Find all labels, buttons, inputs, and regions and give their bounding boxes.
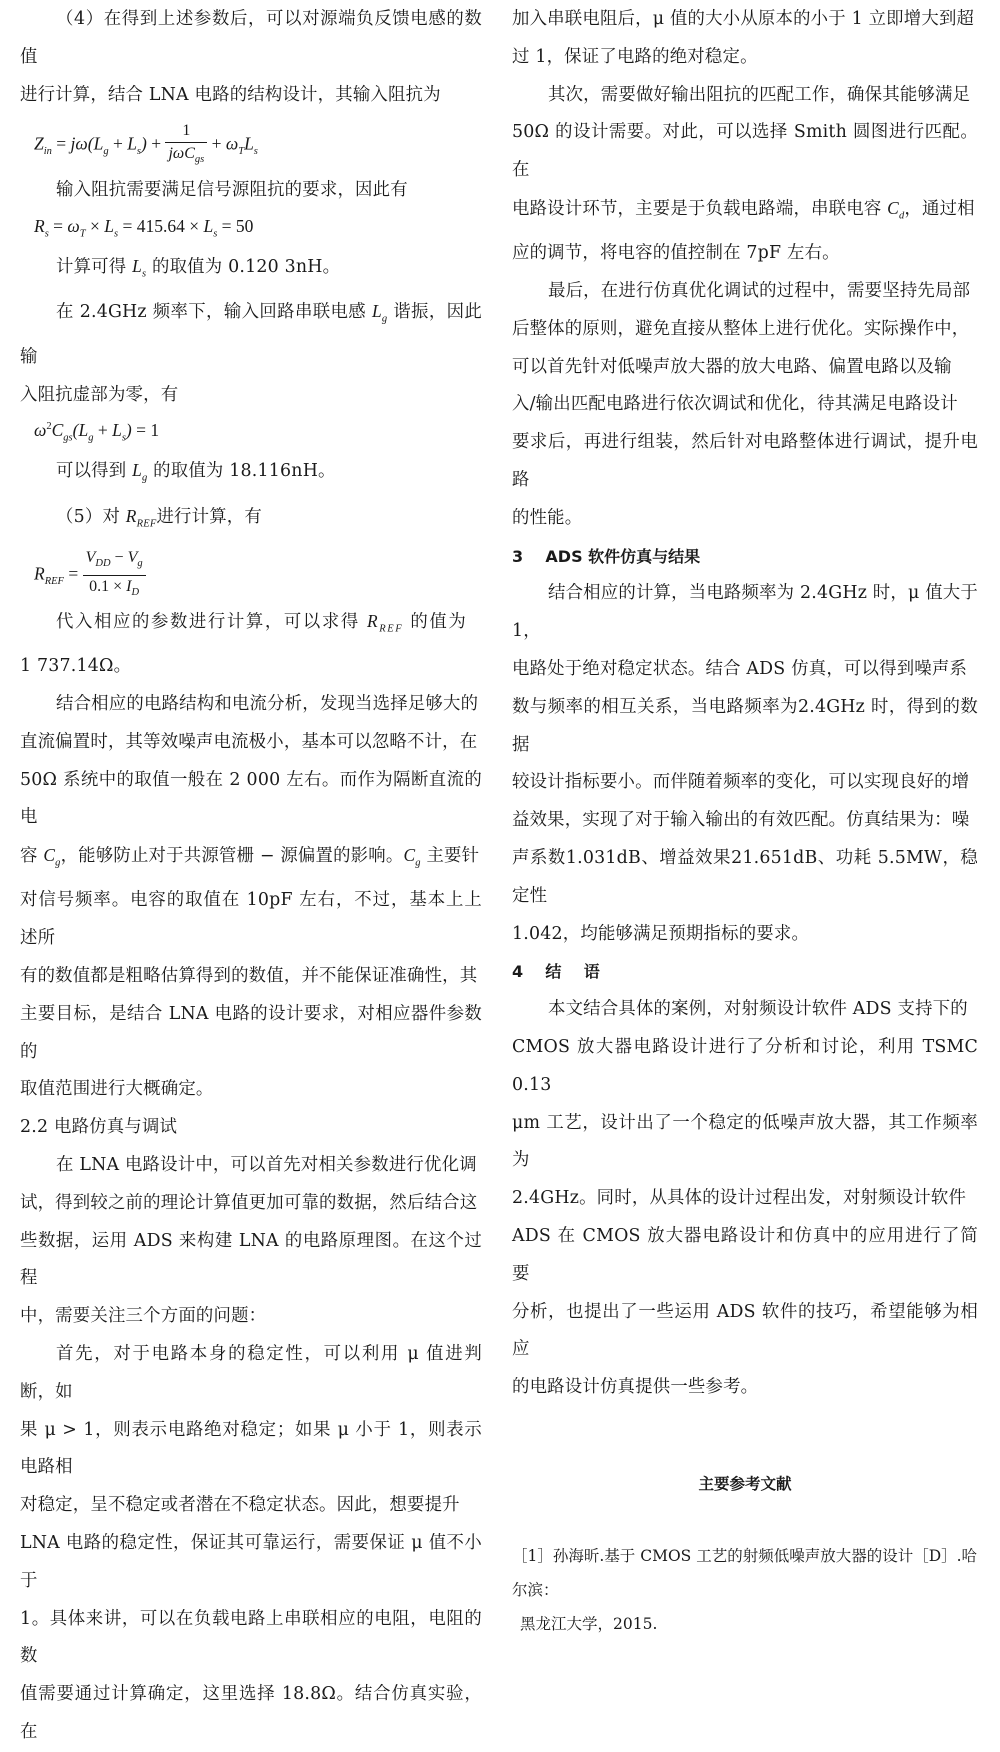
paragraph: 试，得到较之前的理论计算值更加可靠的数据，然后结合这 [20, 1192, 478, 1213]
paragraph: ADS 在 CMOS 放大器电路设计和仿真中的应用进行了简要 [512, 1225, 978, 1284]
paragraph: 过 1，保证了电路的绝对稳定。 [512, 46, 758, 67]
paragraph: 可以首先针对低噪声放大器的放大电路、偏置电路以及输 [512, 356, 952, 377]
paragraph: 应的调节，将电容的值控制在 7pF 左右。 [512, 243, 840, 264]
paragraph: （5）对 $R_{REF}$进行计算，有 [56, 505, 262, 530]
paragraph: 结合相应的电路结构和电流分析，发现当选择足够大的 [56, 693, 479, 714]
paragraph: 取值范围进行大概确定。 [20, 1079, 214, 1100]
section-heading: 2.2 电路仿真与调试 [20, 1117, 178, 1138]
paragraph: 2.4GHz。同时，从具体的设计过程出发，对射频设计软件 [512, 1188, 967, 1209]
paragraph: 输入阻抗需要满足信号源阻抗的要求，因此有 [56, 180, 408, 201]
paragraph: 入/输出匹配电路进行依次调试和优化，待其满足电路设计 [512, 394, 958, 415]
paragraph: 可以得到 $L_g$ 的取值为 18.116nH。 [56, 460, 336, 484]
paragraph: 入阻抗虚部为零，有 [20, 384, 179, 405]
paragraph: 1.042，均能够满足预期指标的要求。 [512, 923, 810, 944]
section-heading: 4 结 语 [512, 962, 600, 982]
equation-resonance: $\omega^2C_{gs}(L_g + L_s) = 1$ [34, 420, 160, 444]
paragraph: 加入串联电阻后，μ 值的大小从原本的小于 1 立即增大到超 [512, 9, 975, 29]
right-column [512, 0, 978, 1641]
paragraph: 分析，也提出了一些运用 ADS 软件的技巧，希望能够为相应 [512, 1301, 978, 1360]
paragraph: 中，需要关注三个方面的问题： [20, 1306, 267, 1327]
paragraph: 容 $C_g$，能够防止对于共源管栅 − 源偏置的影响。$C_g$ 主要针 [20, 845, 480, 869]
paragraph: 50Ω 的设计需要。对此，可以选择 Smith 圆图进行匹配。在 [512, 122, 978, 181]
paragraph: 些数据，运用 ADS 来构建 LNA 的电路原理图。在这个过程 [20, 1230, 482, 1289]
paragraph: 果 μ > 1，则表示电路绝对稳定；如果 μ 小于 1，则表示电路相 [20, 1419, 482, 1478]
paragraph: 主要目标，是结合 LNA 电路的设计要求，对相应器件参数的 [20, 1003, 482, 1062]
paragraph: 其次，需要做好输出阻抗的匹配工作，确保其能够满足 [548, 84, 971, 105]
paragraph: 结合相应的计算，当电路频率为 2.4GHz 时，μ 值大于 1， [512, 583, 978, 642]
paragraph: 最后，在进行仿真优化调试的过程中，需要坚持先局部 [548, 281, 971, 302]
paragraph: 值需要通过计算确定，这里选择 18.8Ω。结合仿真实验，在 [20, 1684, 482, 1742]
paragraph: 50Ω 系统中的取值一般在 2 000 左右。而作为隔断直流的电 [20, 769, 482, 828]
paragraph: 声系数1.031dB、增益效果21.651dB、功耗 5.5MW，稳定性 [512, 848, 978, 906]
references-title: 主要参考文献 [698, 1474, 792, 1493]
paragraph: 较设计指标要小。而伴随着频率的变化，可以实现良好的增 [512, 772, 970, 793]
paragraph: 对信号频率。电容的取值在 10pF 左右，不过，基本上上述所 [20, 890, 482, 949]
reference-text-continued: 黑龙江大学，2015. [520, 1614, 658, 1633]
left-column [20, 0, 482, 1752]
paragraph: 要求后，再进行组装，然后针对电路整体进行调试，提升电路 [512, 432, 978, 491]
paragraph: 进行计算，结合 LNA 电路的结构设计，其输入阻抗为 [20, 84, 441, 105]
paragraph: 益效果，实现了对于输入输出的有效匹配。仿真结果为：噪 [512, 810, 970, 831]
paragraph: 1。具体来讲，可以在负载电路上串联相应的电阻，电阻的数 [20, 1608, 482, 1667]
paragraph: CMOS 放大器电路设计进行了分析和讨论，利用 TSMC 0.13 [512, 1036, 978, 1095]
paragraph: 首先，对于电路本身的稳定性，可以利用 μ 值进判断，如 [20, 1343, 482, 1402]
paragraph: 数与频率的相互关系，当电路频率为2.4GHz 时，得到的数据 [512, 696, 978, 755]
paragraph: 的性能。 [512, 507, 583, 528]
paragraph: 直流偏置时，其等效噪声电流极小，基本可以忽略不计，在 [20, 731, 478, 752]
paragraph: 在 LNA 电路设计中，可以首先对相关参数进行优化调 [56, 1154, 477, 1175]
paragraph: 对稳定，呈不稳定或者潜在不稳定状态。因此，想要提升 [20, 1495, 460, 1516]
paragraph: 在 2.4GHz 频率下，输入回路串联电感 $L_g$ 谐振，因此输 [20, 301, 482, 367]
paragraph: （4）在得到上述参数后，可以对源端负反馈电感的数值 [20, 9, 482, 67]
paragraph: 电路处于绝对稳定状态。结合 ADS 仿真，可以得到噪声系 [512, 659, 968, 680]
equation-input-impedance: $Z_{in} = j\omega(L_g + L_s)$ + $\frac{1}{j\omega C_{gs}}$ + $\omega_TL_s$ [34, 122, 258, 166]
paragraph: 后整体的原则，避免直接从整体上进行优化。实际操作中， [512, 318, 970, 339]
paragraph: 电路设计环节，主要是于负载电路端，串联电容 $C_d$，通过相 [512, 197, 975, 222]
paragraph: 代入相应的参数进行计算，可以求得 $R_{REF}$ 的值为 [56, 610, 468, 635]
reference-item [512, 1539, 978, 1641]
paragraph: μm 工艺，设计出了一个稳定的低噪声放大器，其工作频率为 [512, 1112, 978, 1171]
paragraph: LNA 电路的稳定性，保证其可靠运行，需要保证 μ 值不小于 [20, 1532, 482, 1591]
paragraph: 计算可得 $L_s$ 的取值为 0.120 3nH。 [56, 256, 341, 280]
section-heading: 3 ADS 软件仿真与结果 [512, 546, 701, 566]
equation-rref: $R_{REF}$ = $\frac{V_{DD} - V_g}{0.1 \times I_D}$ [20, 543, 482, 603]
equation-source-resistance: $R_s = \omega_T \times L_s = 415.64 \times L_s = 50$ [34, 216, 254, 240]
paragraph: 的电路设计仿真提供一些参考。 [512, 1377, 759, 1398]
reference-text: ［1］孙海昕.基于 CMOS 工艺的射频低噪声放大器的设计［D］.哈尔滨： [512, 1546, 978, 1599]
paragraph: 本文结合具体的案例，对射频设计软件 ADS 支持下的 [548, 999, 968, 1020]
paragraph: 1 737.14Ω。 [20, 656, 132, 677]
paragraph: 有的数值都是粗略估算得到的数值，并不能保证准确性，其 [20, 965, 478, 986]
